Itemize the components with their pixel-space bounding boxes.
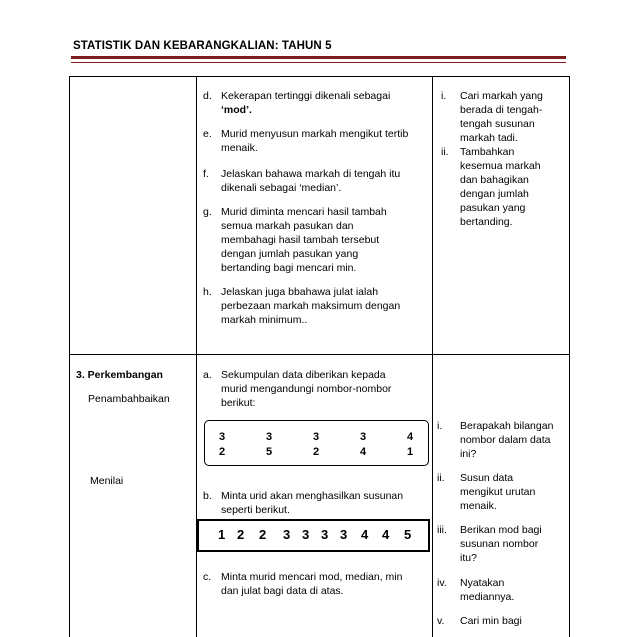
activity-line: bertanding bagi mencari min. (221, 262, 357, 274)
activity-line: Murid diminta mencari hasil tambah (221, 206, 387, 218)
data-value: 3 (265, 431, 273, 443)
data-value: 2 (312, 446, 320, 458)
note-label: i. (437, 420, 443, 432)
note-line: dengan jumlah (460, 188, 529, 200)
activity-line: Kekerapan tertinggi dikenali sebagai (221, 90, 391, 102)
activity-line: seperti berikut. (221, 504, 290, 516)
note-line: berada di tengah- (460, 104, 543, 116)
stage-title: 3. Perkembangan (76, 369, 163, 381)
header-rule-thick (71, 56, 566, 59)
note-line: Nyatakan (460, 577, 505, 589)
note-line: tengah susunan (460, 118, 535, 130)
sorted-value: 4 (382, 527, 390, 542)
sorted-value: 2 (259, 527, 267, 542)
data-value: 3 (218, 431, 226, 443)
activity-line: dikenali sebagai ‘median’. (221, 182, 342, 194)
page-title: STATISTIK DAN KEBARANGKALIAN: TAHUN 5 (73, 40, 332, 52)
stage-sub-penambahbaikan: Penambahbaikan (88, 393, 170, 405)
data-value: 2 (218, 446, 226, 458)
activity-label: a. (203, 369, 212, 381)
activity-line: semua markah pasukan dan (221, 220, 354, 232)
column-divider-1 (196, 77, 197, 637)
sorted-value: 3 (283, 527, 291, 542)
sorted-value: 4 (361, 527, 369, 542)
activity-line: membahagi hasil tambah tersebut (221, 234, 380, 246)
note-line: pasukan yang (460, 202, 526, 214)
activity-line: murid mengandungi nombor-nombor (221, 383, 392, 395)
activity-line: dengan jumlah pasukan yang (221, 248, 359, 260)
note-label: ii. (437, 472, 445, 484)
sorted-value: 5 (404, 527, 412, 542)
activity-label: g. (203, 206, 212, 218)
activity-line: markah minimum.. (221, 314, 308, 326)
activity-line: Minta murid mencari mod, median, min (221, 571, 403, 583)
sorted-value: 1 (218, 527, 226, 542)
sorted-value: 3 (340, 527, 348, 542)
note-line: nombor dalam data (460, 434, 551, 446)
activity-label: d. (203, 90, 212, 102)
activity-line: ‘mod’. (221, 104, 252, 116)
activity-label: c. (203, 571, 212, 583)
sorted-value: 3 (321, 527, 329, 542)
activity-line: Minta urid akan menghasilkan susunan (221, 490, 404, 502)
data-value: 4 (406, 431, 414, 443)
column-divider-2 (432, 77, 433, 637)
row-divider (70, 354, 569, 355)
note-label: iii. (437, 524, 447, 536)
activity-label: e. (203, 128, 212, 140)
note-line: markah tadi. (460, 132, 518, 144)
sorted-value: 3 (302, 527, 310, 542)
note-line: kesemua markah (460, 160, 541, 172)
note-line: bertanding. (460, 216, 513, 228)
activity-label: f. (203, 168, 209, 180)
note-line: Tambahkan (460, 146, 515, 158)
activity-line: Jelaskan juga bbahawa julat ialah (221, 286, 379, 298)
sorted-data-box (197, 519, 430, 552)
stage-sub-menilai: Menilai (90, 475, 124, 487)
data-value: 5 (265, 446, 273, 458)
note-line: Berikan mod bagi (460, 524, 542, 536)
note-label: i. (441, 90, 447, 102)
note-line: mengikut urutan (460, 486, 536, 498)
activity-line: berikut: (221, 397, 256, 409)
activity-line: Jelaskan bahawa markah di tengah itu (221, 168, 401, 180)
data-value: 3 (312, 431, 320, 443)
note-label: iv. (437, 577, 447, 589)
note-line: Cari min bagi (460, 615, 522, 627)
activity-label: h. (203, 286, 212, 298)
data-value: 3 (359, 431, 367, 443)
data-value: 1 (406, 446, 414, 458)
note-line: Cari markah yang (460, 90, 543, 102)
note-line: itu? (460, 552, 477, 564)
note-line: ini? (460, 448, 477, 460)
note-line: dan bahagikan (460, 174, 529, 186)
data-box (204, 420, 429, 466)
data-value: 4 (359, 446, 367, 458)
note-line: menaik. (460, 500, 497, 512)
note-line: Susun data (460, 472, 514, 484)
note-line: mediannya. (460, 591, 515, 603)
sorted-value: 2 (237, 527, 245, 542)
header-rule-thin (71, 62, 566, 63)
activity-line: dan julat bagi data di atas. (221, 585, 344, 597)
note-label: ii. (441, 146, 449, 158)
activity-line: Sekumpulan data diberikan kepada (221, 369, 386, 381)
activity-line: menaik. (221, 142, 258, 154)
note-label: v. (437, 615, 445, 627)
activity-line: perbezaan markah maksimum dengan (221, 300, 401, 312)
activity-line: Murid menyusun markah mengikut tertib (221, 128, 409, 140)
note-line: susunan nombor (460, 538, 539, 550)
activity-label: b. (203, 490, 212, 502)
note-line: Berapakah bilangan (460, 420, 554, 432)
